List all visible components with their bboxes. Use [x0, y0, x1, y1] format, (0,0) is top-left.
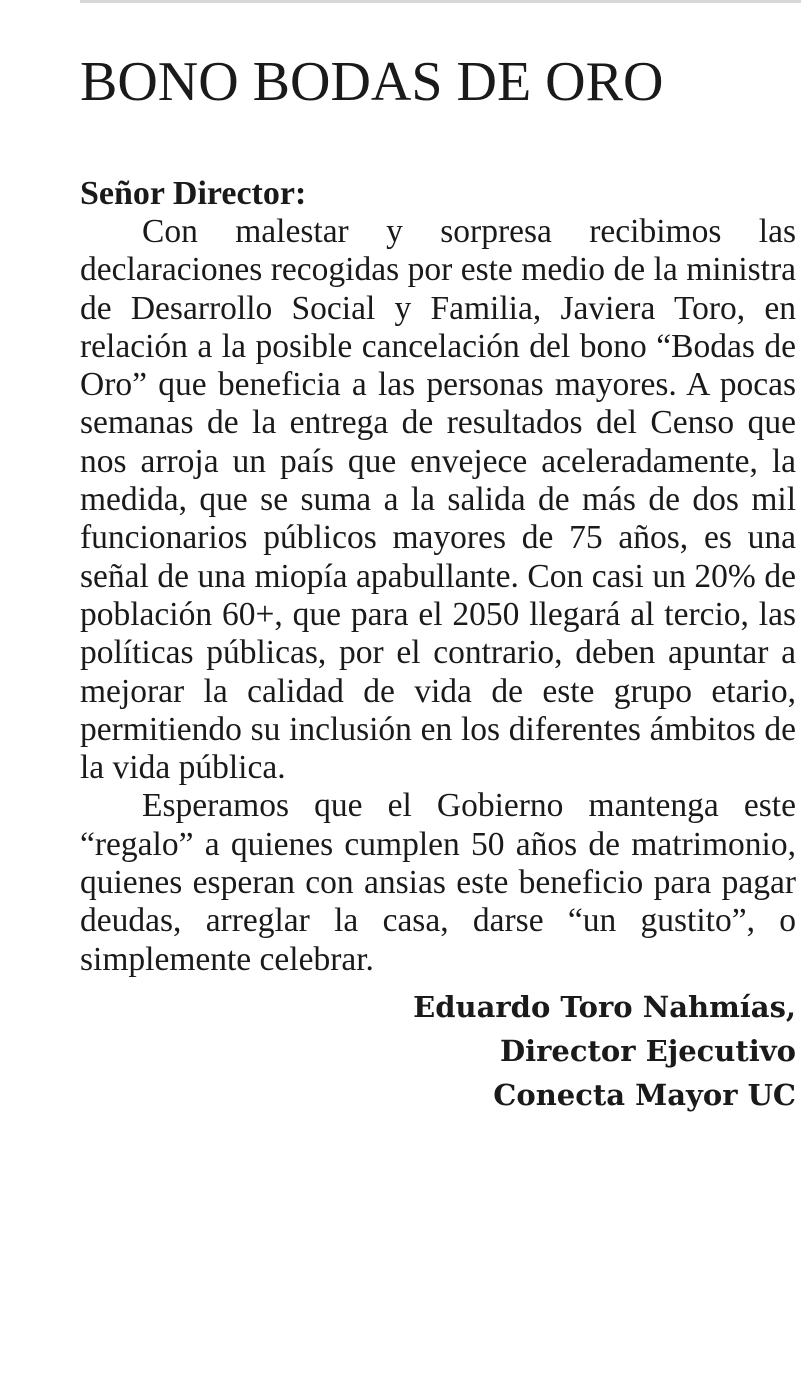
- signature-name: Eduardo Toro Nahmías,: [413, 989, 796, 1024]
- signature-title: Director Ejecutivo: [499, 1033, 796, 1068]
- headline: BONO BODAS DE ORO: [80, 51, 664, 113]
- letter-to-editor: [80, 40, 796, 1117]
- body-paragraph-1: Con malestar y sorpresa recibimos las declaraciones recogidas por este medio de la ministra de Desarrollo Social y Familia, Javiera Toro, en relación a la posible cancelación del bono “Bodas de Oro” que beneficia a las personas mayores. A pocas semanas de la entrega de resultados del Censo que nos arroja un país que envejece aceleradamente, la medida, que se suma a la salida de más de dos mil funcionarios públicos mayores de 75 años, es una señal de una miopía apabullante. Con casi un 20% de población 60+, que para el 2050 llegará al tercio, las políticas públicas, por el contrario, deben apuntar a mejorar la calidad de vida de este grupo etario, permitiendo su inclusión en los diferentes ámbitos de la vida pública.: [80, 213, 796, 787]
- salutation: Señor Director:: [80, 175, 307, 212]
- body-paragraph-2: Esperamos que el Gobierno mantenga este “regalo” a quienes cumplen 50 años de matrimonio, quienes esperan con ansias este beneficio para pagar deudas, arreglar la casa, darse “un gustito”, o simplemente celebrar.: [80, 787, 796, 978]
- signature-block: [80, 985, 796, 1117]
- signature-organization: Conecta Mayor UC: [493, 1077, 796, 1112]
- top-divider: [80, 0, 801, 3]
